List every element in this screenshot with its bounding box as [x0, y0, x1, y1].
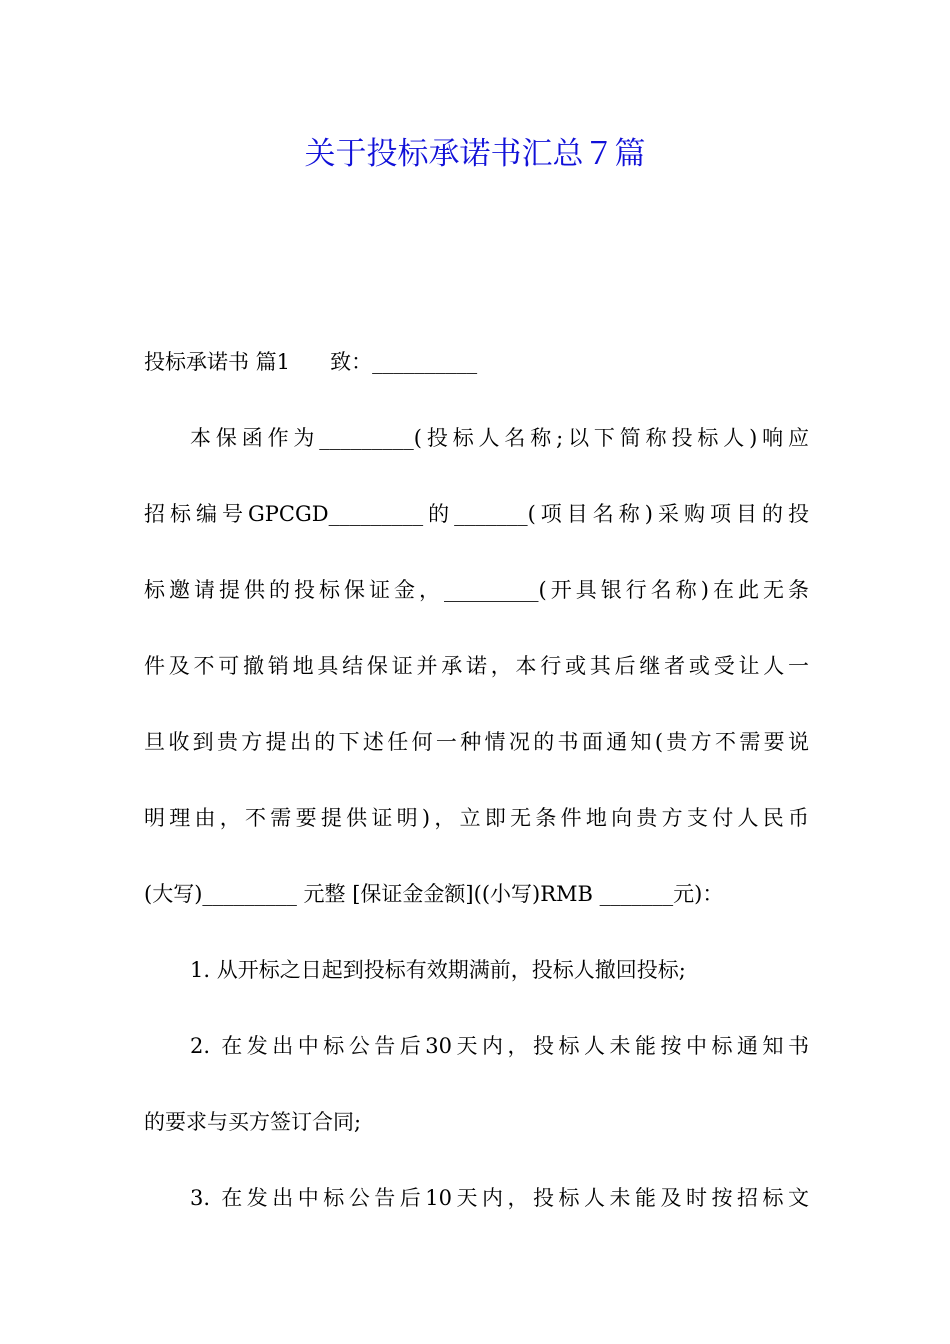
paragraph-line: 件及不可撤销地具结保证并承诺，本行或其后继者或受让人一 — [144, 654, 809, 678]
paragraph-line: 招标编号GPCGD_________的_______(项目名称)采购项目的投 — [144, 502, 809, 526]
list-item-line: 的要求与买方签订合同; — [144, 1110, 362, 1134]
document-body — [144, 333, 809, 1245]
paragraph-line: (大写)_________ 元整 [保证金金额]((小写)RMB _______元)： — [144, 882, 724, 906]
paragraph-line: 标邀请提供的投标保证金，_________(开具银行名称)在此无条 — [144, 578, 809, 602]
paragraph-line: 旦收到贵方提出的下述任何一种情况的书面通知(贵方不需要说 — [144, 730, 809, 754]
document-title: 关于投标承诺书汇总７篇 — [304, 136, 646, 172]
list-item-line: 3. 在发出中标公告后10天内，投标人未能及时按招标文 — [190, 1186, 809, 1210]
paragraph-line: 本保函作为_________(投标人名称;以下简称投标人)响应 — [190, 426, 809, 450]
paragraph-line-heading: 投标承诺书 篇1 致：__________ — [144, 350, 478, 374]
list-item-line: 2. 在发出中标公告后30天内，投标人未能按中标通知书 — [190, 1034, 809, 1058]
list-item-line: 1. 从开标之日起到投标有效期满前，投标人撤回投标; — [190, 958, 686, 982]
paragraph-line: 明理由，不需要提供证明)，立即无条件地向贵方支付人民币 — [144, 806, 809, 830]
